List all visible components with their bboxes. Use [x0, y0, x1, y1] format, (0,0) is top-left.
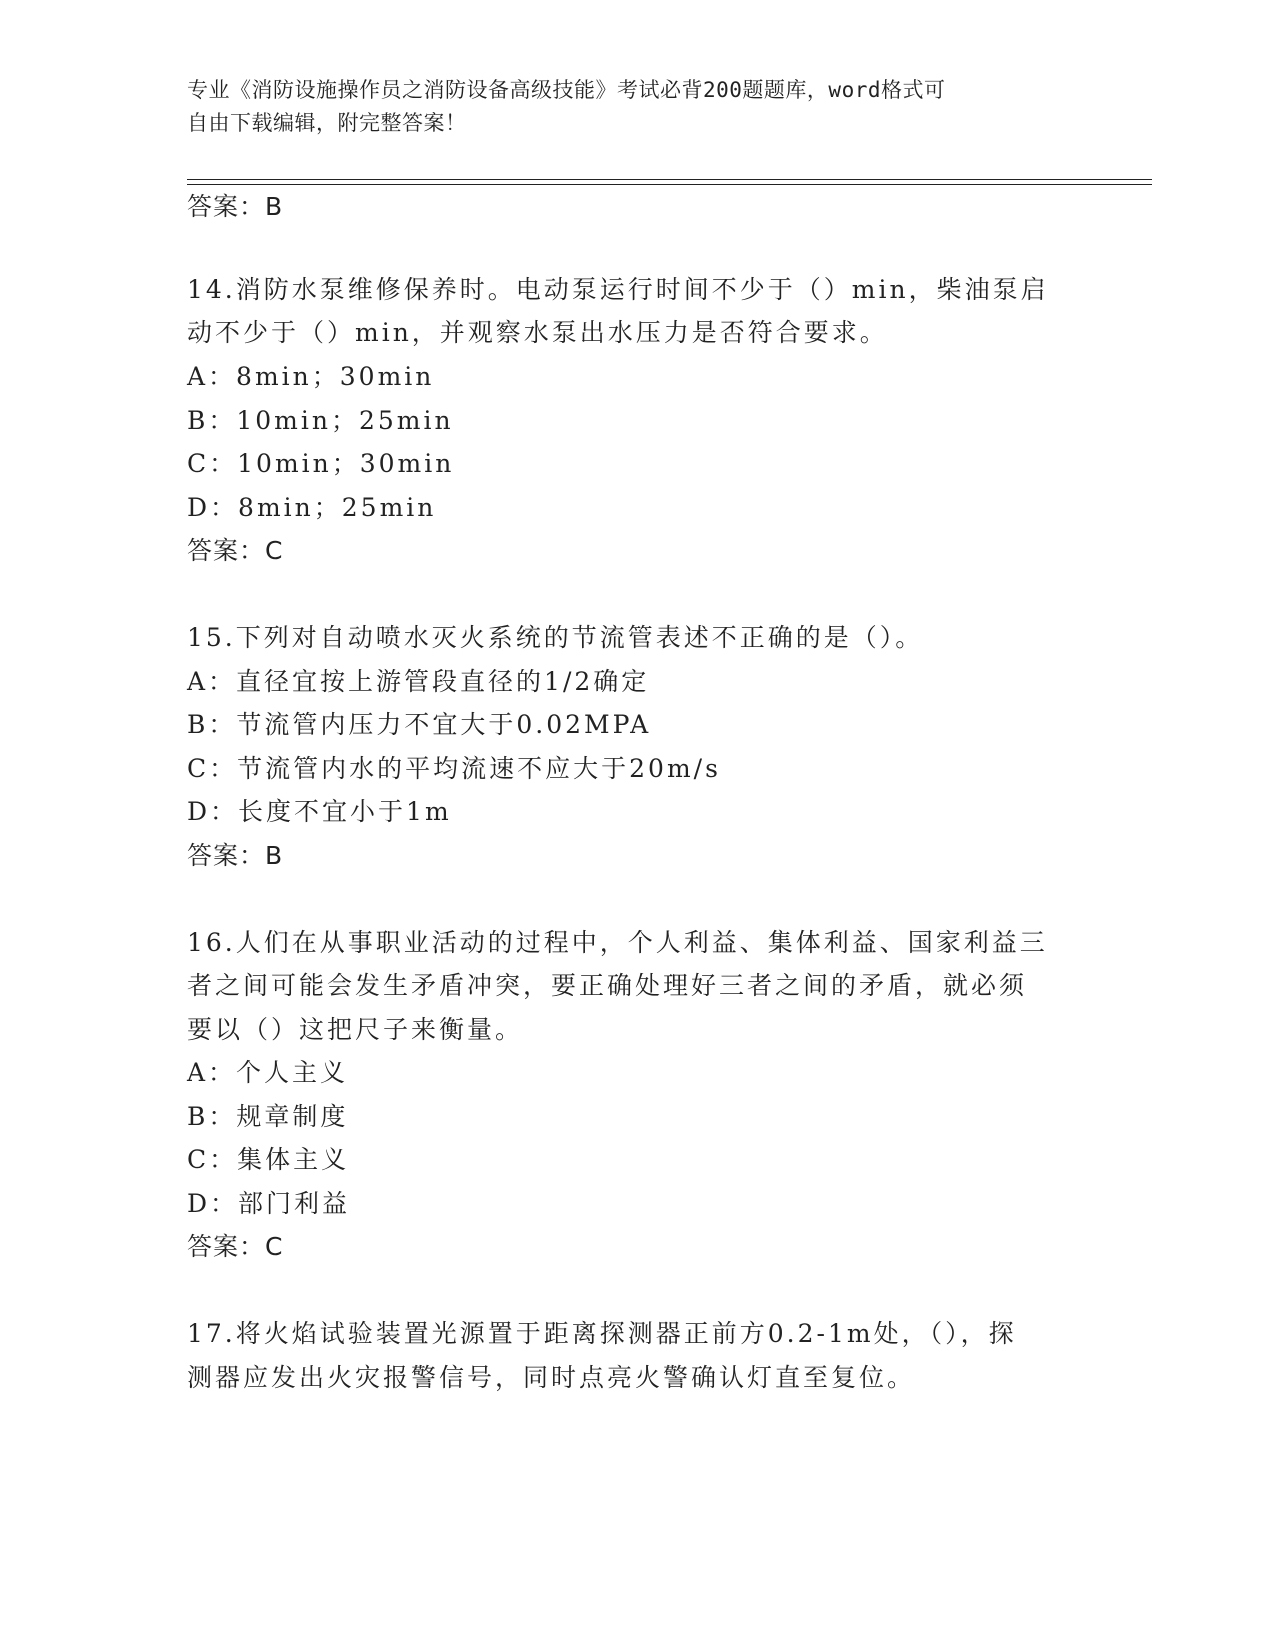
- document-header: [187, 74, 1067, 140]
- question-16-stem-line-2: 者之间可能会发生矛盾冲突，要正确处理好三者之间的矛盾，就必须: [187, 971, 1028, 1000]
- question-16-option-c: C：集体主义: [187, 1145, 350, 1174]
- header-line-1: 专业《消防设施操作员之消防设备高级技能》考试必背200题题库，word格式可: [187, 78, 946, 102]
- question-14-stem-line-2: 动不少于（）min，并观察水泵出水压力是否符合要求。: [187, 318, 888, 347]
- question-16-answer: 答案：C: [187, 1232, 284, 1261]
- header-divider-bottom: [187, 184, 1152, 185]
- question-15-stem-line-1: 15.下列对自动喷水灭火系统的节流管表述不正确的是（）。: [187, 623, 924, 652]
- question-14-stem-line-1: 14.消防水泵维修保养时。电动泵运行时间不少于（）min，柴油泵启: [187, 275, 1049, 304]
- question-14-option-c: C：10min；30min: [187, 449, 455, 478]
- question-15-option-c: C：节流管内水的平均流速不应大于20m/s: [187, 754, 721, 783]
- question-15-option-d: D：长度不宜小于1m: [187, 797, 452, 826]
- question-17-stem-line-1: 17.将火焰试验装置光源置于距离探测器正前方0.2-1m处，（），探: [187, 1319, 1017, 1348]
- question-16-option-b: B：规章制度: [187, 1102, 349, 1131]
- question-15-option-a: A：直径宜按上游管段直径的1/2确定: [187, 667, 650, 696]
- question-15-option-b: B：节流管内压力不宜大于0.02MPA: [187, 710, 652, 739]
- question-14-option-d: D：8min；25min: [187, 493, 437, 522]
- question-14-option-a: A：8min；30min: [187, 362, 435, 391]
- header-line-2: 自由下载编辑，附完整答案！: [187, 111, 467, 135]
- question-14-option-b: B：10min；25min: [187, 406, 454, 435]
- question-17-stem-line-2: 测器应发出火灾报警信号，同时点亮火警确认灯直至复位。: [187, 1363, 916, 1392]
- previous-answer: 答案：B: [187, 192, 284, 221]
- question-16-option-d: D：部门利益: [187, 1189, 351, 1218]
- question-14-answer: 答案：C: [187, 536, 284, 565]
- header-divider-top: [187, 179, 1152, 180]
- question-16-stem-line-1: 16.人们在从事职业活动的过程中，个人利益、集体利益、国家利益三: [187, 928, 1048, 957]
- question-16-option-a: A：个人主义: [187, 1058, 349, 1087]
- question-16-stem-line-3: 要以（）这把尺子来衡量。: [187, 1015, 524, 1044]
- question-15-answer: 答案：B: [187, 841, 284, 870]
